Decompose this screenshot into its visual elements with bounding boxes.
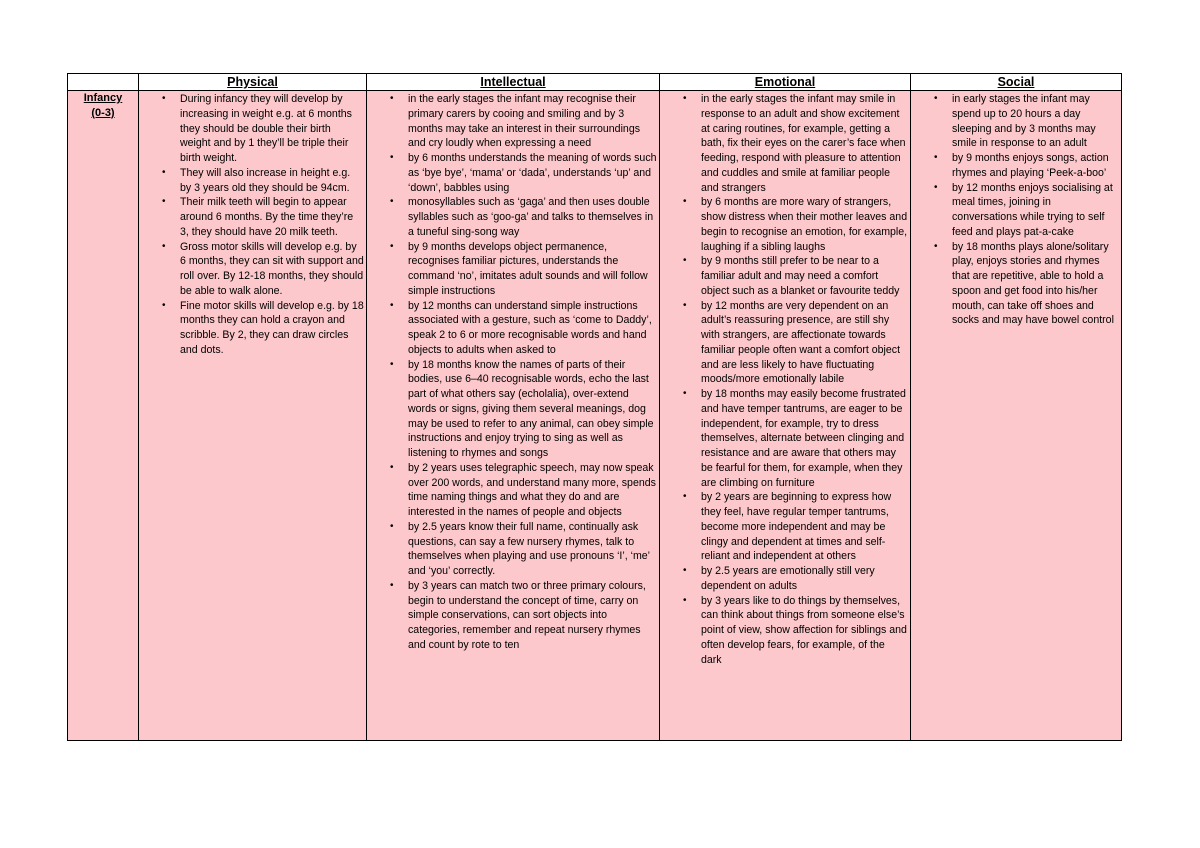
list-item-text: by 12 months enjoys socialising at meal times, joining in conversations while trying to self feed and plays pat-a-cake <box>952 181 1113 238</box>
list-item-text: by 9 months still prefer to be near to a familiar adult and may need a comfort object such as a blanket or favourite teddy <box>701 255 900 297</box>
bullet-icon: • <box>934 152 938 163</box>
bullet-icon: • <box>683 255 687 267</box>
list-item <box>911 151 1119 181</box>
list-item <box>660 564 908 594</box>
list-item <box>911 181 1119 240</box>
bullet-icon: • <box>683 93 687 104</box>
intellectual-list <box>367 91 659 653</box>
list-item-text: by 12 months are very dependent on an adult’s reassuring presence, are still shy with strangers, are affectionate towards familiar people often want a comfort object and are less likely to have fluctuating moods/more emotionally labile <box>701 299 901 386</box>
social-cell <box>911 91 1122 741</box>
bullet-icon: • <box>683 491 687 503</box>
bullet-icon: • <box>934 93 938 104</box>
stage-name: Infancy <box>83 92 123 104</box>
list-item <box>367 299 657 358</box>
bullet-icon: • <box>683 388 687 399</box>
bullet-icon: • <box>934 181 938 193</box>
list-item <box>139 92 364 166</box>
list-item-text: by 18 months know the names of parts of their bodies, use 6–40 recognisable words, echo the last part of what others say (echolalia), over-extend words or signs, giving them several meanings, dog may be used to refer to any animal, can obey simple instructions and enjoy trying to sing as well as listening to rhymes and songs <box>408 358 654 459</box>
bullet-icon: • <box>162 166 166 178</box>
bullet-icon: • <box>162 240 166 252</box>
bullet-icon: • <box>683 299 687 311</box>
header-social: Social <box>911 74 1122 91</box>
bullet-icon: • <box>162 299 166 311</box>
list-item-text: in the early stages the infant may recognise their primary carers by cooing and smiling and by 3 months may take an interest in their surroundings and cry loudly when expressing a need <box>408 93 641 150</box>
list-item <box>911 92 1119 151</box>
stage-age-range: (0-3) <box>91 107 115 119</box>
list-item <box>139 166 364 196</box>
list-item-text: During infancy they will develop by increasing in weight e.g. at 6 months they should be double their birth weight and by 1 they’ll be triple their birth weight. <box>180 93 352 164</box>
list-item-text: by 2.5 years are emotionally still very dependent on adults <box>701 565 875 592</box>
header-emotional: Emotional <box>660 74 911 91</box>
social-list <box>911 91 1121 328</box>
bullet-icon: • <box>683 594 687 606</box>
list-item <box>367 461 657 520</box>
bullet-icon: • <box>162 93 166 104</box>
list-item-text: by 2 years uses telegraphic speech, may now speak over 200 words, and understand many more, spends time naming things and what they do and are interested in the names of people and objects <box>408 461 656 518</box>
list-item-text: by 3 years like to do things by themselves, can think about things from someone else’s point of view, show affection for siblings and often develop fears, for example, of the dark <box>701 594 907 666</box>
list-item <box>139 195 364 239</box>
list-item <box>367 520 657 579</box>
list-item <box>660 299 908 388</box>
list-item-text: by 18 months may easily become frustrated and have temper tantrums, are eager to be independent, for example, try to dress themselves, alternate between clinging and resistance and are aware that others may be fearful for them, for example, when they are climbing on furniture <box>701 388 906 489</box>
list-item <box>660 490 908 564</box>
stage-cell <box>68 91 139 741</box>
list-item <box>139 299 364 358</box>
emotional-list <box>660 91 910 667</box>
list-item <box>367 240 657 299</box>
list-item-text: by 12 months can understand simple instructions associated with a gesture, such as ‘come to Daddy’, speak 2 to 6 or more recognisable words and hand objects to adults when asked to <box>408 299 652 356</box>
development-table <box>67 73 1122 741</box>
list-item-text: by 9 months develops object permanence, recognises familiar pictures, understands the command ‘no’, imitates adult sounds and will follow simple instructions <box>408 240 648 297</box>
bullet-icon: • <box>390 196 394 208</box>
list-item-text: by 6 months understands the meaning of words such as ‘bye bye’, ‘mama’ or ‘dada’, understands ‘up’ and ‘down’, babbles using <box>408 152 657 194</box>
bullet-icon: • <box>390 579 394 591</box>
list-item <box>660 387 908 490</box>
list-item-text: Gross motor skills will develop e.g. by 6 months, they can sit with support and roll over. By 12-18 months, they should be able to walk alone. <box>180 240 364 297</box>
list-item <box>660 594 908 668</box>
list-item-text: Their milk teeth will begin to appear around 6 months. By the time they’re 3, they should have 20 milk teeth. <box>180 196 354 238</box>
list-item <box>660 254 908 298</box>
list-item <box>911 240 1119 329</box>
list-item-text: monosyllables such as ‘gaga’ and then uses double syllables such as ‘goo-ga’ and talks to themselves in a tuneful sing-song way <box>408 196 654 238</box>
list-item-text: They will also increase in height e.g. by 3 years old they should be 94cm. <box>180 166 351 194</box>
header-intellectual: Intellectual <box>367 74 660 91</box>
bullet-icon: • <box>390 461 394 473</box>
intellectual-cell <box>367 91 660 741</box>
list-item-text: by 2.5 years know their full name, continually ask questions, can say a few nursery rhymes, talk to themselves when playing and use pronouns ‘I’, ‘me’ and ‘you’ correctly. <box>408 520 650 577</box>
bullet-icon: • <box>683 565 687 576</box>
list-item <box>367 92 657 151</box>
bullet-icon: • <box>390 93 394 104</box>
bullet-icon: • <box>390 520 394 532</box>
bullet-icon: • <box>162 196 166 208</box>
list-item-text: in early stages the infant may spend up to 20 hours a day sleeping and by 3 months may smile in response to an adult <box>952 93 1096 150</box>
bullet-icon: • <box>390 240 394 252</box>
list-item <box>367 195 657 239</box>
physical-cell <box>139 91 367 741</box>
list-item <box>660 92 908 195</box>
list-item-text: by 9 months enjoys songs, action rhymes and playing ‘Peek-a-boo’ <box>952 152 1109 179</box>
emotional-cell <box>660 91 911 741</box>
bullet-icon: • <box>390 299 394 311</box>
header-row <box>68 74 1122 91</box>
list-item-text: by 18 months plays alone/solitary play, enjoys stories and rhymes that are repetitive, able to hold a spoon and get food into his/her mouth, can take off shoes and socks and may have bowel control <box>952 240 1114 327</box>
list-item-text: by 2 years are beginning to express how they feel, have regular temper tantrums, become more independent and may be clingy and dependent at times and self-reliant and independent at others <box>701 491 892 563</box>
list-item <box>367 151 657 195</box>
list-item-text: by 6 months are more wary of strangers, show distress when their mother leaves and begin to recognise an emotion, for example, laughing if a sibling laughs <box>701 196 908 253</box>
bullet-icon: • <box>390 358 394 370</box>
infancy-row <box>68 91 1122 741</box>
list-item-text: Fine motor skills will develop e.g. by 18 months they can hold a crayon and scribble. By 2, they can draw circles and dots. <box>180 299 364 356</box>
list-item <box>367 358 657 461</box>
header-empty-cell <box>68 74 139 91</box>
list-item-text: in the early stages the infant may smile in response to an adult and show excitement at caring routines, for example, getting a bath, fix their eyes on the carer’s face when feeding, respond with pleasure to attention and cuddles and smile at familiar people and strangers <box>701 93 906 194</box>
list-item <box>367 579 657 653</box>
list-item <box>139 240 364 299</box>
list-item <box>660 195 908 254</box>
bullet-icon: • <box>683 196 687 208</box>
header-physical: Physical <box>139 74 367 91</box>
bullet-icon: • <box>390 152 394 163</box>
physical-list <box>139 91 366 358</box>
bullet-icon: • <box>934 240 938 252</box>
list-item-text: by 3 years can match two or three primary colours, begin to understand the concept of time, carry on simple conservations, can sort objects into categories, remember and repeat nursery rhymes and count by rote to ten <box>408 579 646 651</box>
